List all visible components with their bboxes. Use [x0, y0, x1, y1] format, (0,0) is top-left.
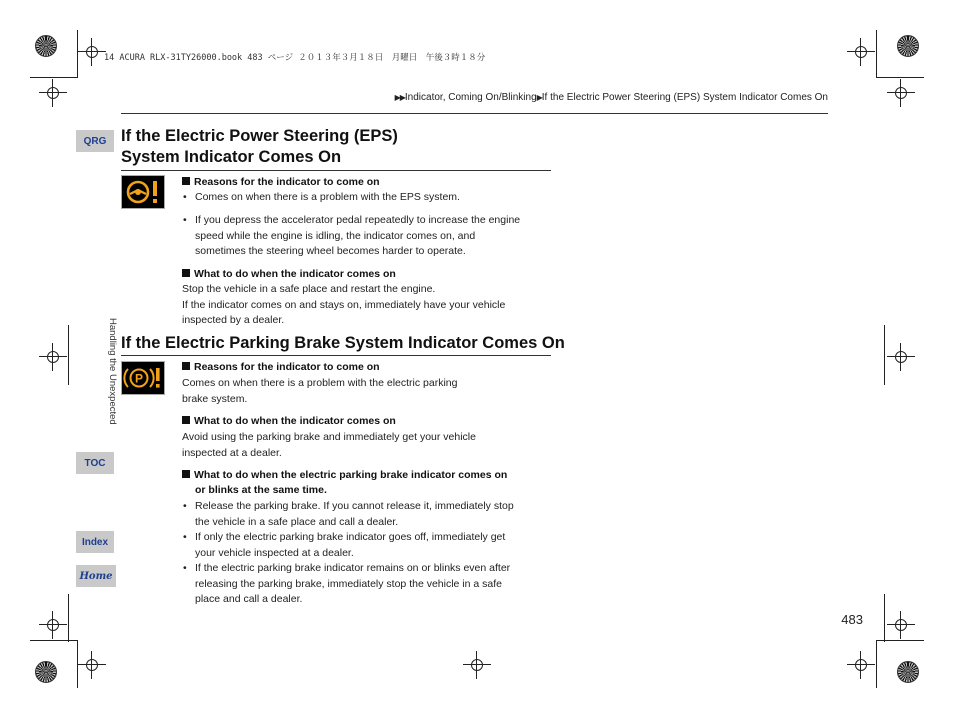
- qrg-tab[interactable]: QRG: [76, 130, 114, 152]
- breadcrumb-arrows: ▶▶: [394, 93, 405, 102]
- epb-reasons-heading: Reasons for the indicator to come on: [182, 360, 552, 375]
- eps-section-title: [121, 126, 398, 168]
- parking-brake-warning-icon: [122, 362, 164, 394]
- print-header: 14 ACURA RLX-31TY26000.book 483 ページ ２０１３年３月１８日 月曜日 午後３時１８分: [104, 53, 486, 63]
- crosshair-mark: [853, 657, 869, 673]
- eps-todo-text: Stop the vehicle in a safe place and restart the engine. If the indicator comes on and stays on, immediately have your vehicle inspected by a dealer.: [182, 283, 506, 326]
- registration-rosette: [35, 35, 57, 57]
- epb-todo-heading: What to do when the indicator comes on: [182, 414, 552, 429]
- eps-title-line1: If the Electric Power Steering (EPS): [121, 127, 398, 145]
- steering-warning-icon: [122, 176, 164, 208]
- registration-rosette: [897, 661, 919, 683]
- epb-title-rule: [121, 355, 551, 356]
- breadcrumb-link-indicator[interactable]: Indicator, Coming On/Blinking: [404, 92, 537, 103]
- eps-title-rule: [121, 170, 551, 171]
- home-label: Home: [79, 570, 113, 582]
- page-number: 483: [841, 612, 863, 627]
- eps-title-line2: System Indicator Comes On: [121, 148, 342, 166]
- breadcrumb: [395, 92, 828, 103]
- breadcrumb-current: If the Electric Power Steering (EPS) System Indicator Comes On: [541, 92, 828, 103]
- eps-todo-heading: What to do when the indicator comes on: [182, 267, 552, 282]
- svg-text:P: P: [134, 371, 144, 386]
- home-tab[interactable]: [76, 565, 116, 587]
- epb-todo-text: Avoid using the parking brake and immediately get your vehicle inspected at a dealer.: [182, 431, 476, 459]
- section-label: Handling the Unexpected: [107, 318, 118, 425]
- crosshair-mark: [45, 85, 61, 101]
- list-item: • If only the electric parking brake indicator goes off, immediately get your vehicle inspected at a dealer.: [183, 531, 506, 559]
- crosshair-mark: [84, 657, 100, 673]
- epb-blink-heading: What to do when the electric parking brake indicator comes on or blinks at the same time.: [182, 468, 552, 498]
- epb-section-title: If the Electric Parking Brake System Indicator Comes On: [121, 334, 565, 352]
- crosshair-mark: [893, 617, 909, 633]
- crosshair-mark: [84, 44, 100, 60]
- list-item: • Release the parking brake. If you cannot release it, immediately stop the vehicle in a safe place and call a dealer.: [183, 500, 514, 528]
- crosshair-mark: [893, 85, 909, 101]
- epb-indicator-icon: [121, 361, 165, 395]
- crosshair-mark: [853, 44, 869, 60]
- list-item: • If you depress the accelerator pedal repeatedly to increase the engine speed while the engine is idling, the indicator comes on, and sometimes the steering wheel becomes harder to operate.: [183, 214, 521, 257]
- crosshair-mark: [45, 349, 61, 365]
- epb-reasons-text: Comes on when there is a problem with the electric parking brake system.: [182, 377, 458, 405]
- crosshair-mark: [893, 349, 909, 365]
- list-item: • Comes on when there is a problem with the EPS system.: [182, 190, 552, 206]
- crosshair-mark: [469, 657, 485, 673]
- eps-reason-1: Comes on when there is a problem with the EPS system.: [195, 191, 460, 203]
- registration-rosette: [35, 661, 57, 683]
- eps-reasons-heading: Reasons for the indicator to come on: [182, 175, 552, 190]
- list-item: • If the electric parking brake indicator remains on or blinks even after releasing the parking brake, immediately stop the vehicle in a safe place and call a dealer.: [183, 562, 511, 605]
- toc-tab[interactable]: TOC: [76, 452, 114, 474]
- breadcrumb-separator: ▶: [536, 93, 542, 102]
- eps-indicator-icon: [121, 175, 165, 209]
- header-rule: [121, 113, 828, 114]
- registration-rosette: [897, 35, 919, 57]
- index-tab[interactable]: Index: [76, 531, 114, 553]
- crosshair-mark: [45, 617, 61, 633]
